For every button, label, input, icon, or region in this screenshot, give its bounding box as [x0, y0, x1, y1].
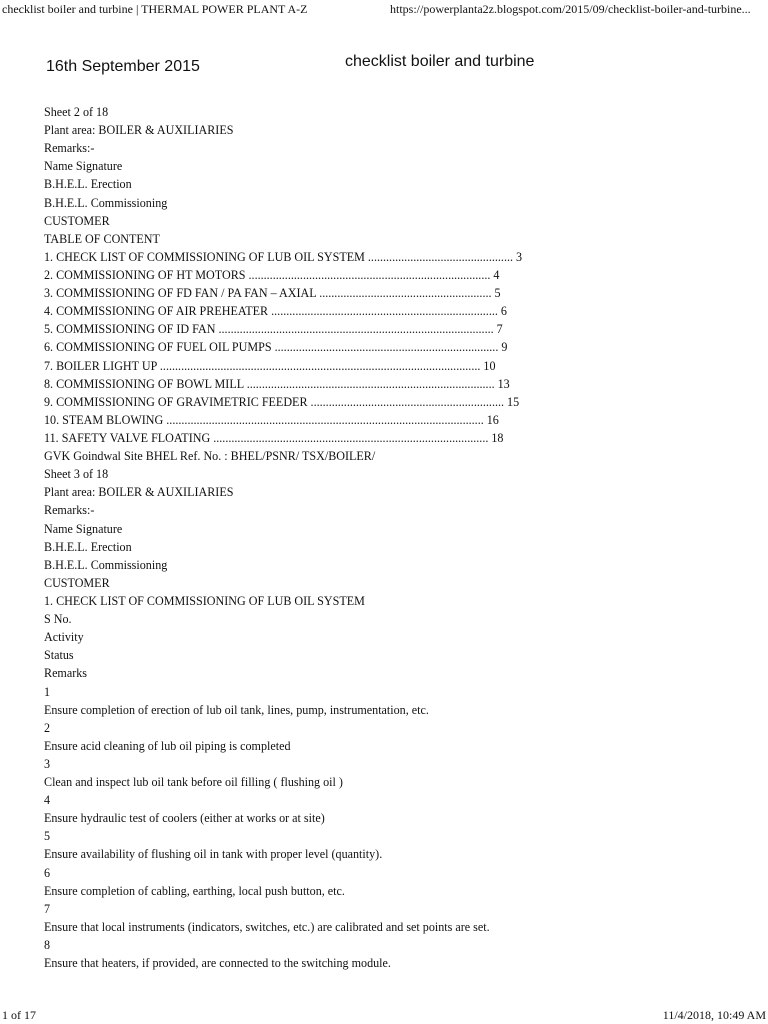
activity-number: 4 — [44, 793, 51, 808]
print-page-title: checklist boiler and turbine | THERMAL POWER PLANT A-Z — [2, 2, 308, 16]
column-header-activity: Activity — [44, 630, 84, 645]
toc-item-page: 3 — [516, 249, 523, 264]
plant-area: Plant area: BOILER & AUXILIARIES — [44, 123, 234, 138]
toc-item-leader: .......................................................................... — [274, 340, 499, 355]
toc-item-page: 7 — [496, 322, 503, 337]
toc-item-page: 18 — [491, 430, 504, 445]
activity-text: Ensure completion of cabling, earthing, local push button, etc. — [44, 883, 345, 898]
table-of-contents — [44, 248, 754, 447]
toc-item-label: 10. STEAM BLOWING — [44, 412, 164, 427]
activity-text: Clean and inspect lub oil tank before oil filling ( flushing oil ) — [44, 775, 343, 790]
reference-number: GVK Goindwal Site BHEL Ref. No. : BHEL/PSNR/ TSX/BOILER/ — [44, 449, 376, 464]
activity-number: 1 — [44, 684, 51, 699]
toc-item-label: 3. COMMISSIONING OF FD FAN / PA FAN – AXIAL — [44, 286, 317, 301]
bhel-commissioning: B.H.E.L. Commissioning — [44, 557, 168, 572]
toc-item-leader: .................................................................................. — [246, 376, 495, 391]
toc-item-label: 7. BOILER LIGHT UP — [44, 358, 157, 373]
print-header — [0, 1, 768, 17]
toc-item-leader: ................................................................ — [310, 394, 505, 409]
toc-item-label: 5. COMMISSIONING OF ID FAN — [44, 322, 216, 337]
print-datetime: 11/4/2018, 10:49 AM — [662, 1008, 766, 1022]
toc-item[interactable] — [44, 248, 754, 266]
toc-item[interactable] — [44, 411, 754, 429]
toc-item-leader: ........................................................................... — [271, 304, 498, 319]
name-signature-label: Name Signature — [44, 521, 123, 536]
post-date: 16th September 2015 — [46, 58, 200, 75]
activity-text: Ensure acid cleaning of lub oil piping is completed — [44, 738, 291, 753]
plant-area: Plant area: BOILER & AUXILIARIES — [44, 485, 234, 500]
activity-text: Ensure completion of erection of lub oil tank, lines, pump, instrumentation, etc. — [44, 702, 429, 717]
customer-label: CUSTOMER — [44, 213, 110, 228]
activity-number: 5 — [44, 829, 51, 844]
bhel-commissioning: B.H.E.L. Commissioning — [44, 195, 168, 210]
toc-item[interactable] — [44, 357, 754, 375]
toc-item-label: 9. COMMISSIONING OF GRAVIMETRIC FEEDER — [44, 394, 308, 409]
toc-heading: TABLE OF CONTENT — [44, 231, 160, 246]
remarks-label: Remarks:- — [44, 503, 95, 518]
post-body — [44, 103, 754, 972]
toc-item-label: 4. COMMISSIONING OF AIR PREHEATER — [44, 304, 269, 319]
toc-item-page: 9 — [501, 340, 508, 355]
toc-item-page: 6 — [500, 304, 507, 319]
column-header-remarks: Remarks — [44, 666, 87, 681]
toc-item[interactable] — [44, 393, 754, 411]
toc-item[interactable] — [44, 302, 754, 320]
sheet-number: Sheet 3 of 18 — [44, 467, 109, 482]
sheet-number: Sheet 2 of 18 — [44, 105, 109, 119]
activity-number: 3 — [44, 756, 51, 771]
toc-item-label: 1. CHECK LIST OF COMMISSIONING OF LUB OIL SYSTEM — [44, 249, 365, 264]
toc-item-label: 6. COMMISSIONING OF FUEL OIL PUMPS — [44, 340, 272, 355]
toc-item-page: 5 — [494, 286, 501, 301]
bhel-erection: B.H.E.L. Erection — [44, 177, 132, 192]
toc-item-page: 10 — [483, 358, 496, 373]
section-title: 1. CHECK LIST OF COMMISSIONING OF LUB OIL SYSTEM — [44, 593, 365, 608]
bhel-erection: B.H.E.L. Erection — [44, 539, 132, 554]
activity-number: 8 — [44, 938, 51, 953]
toc-item-leader: .......................................................................................................... — [159, 358, 481, 373]
print-page-url[interactable]: https://powerplanta2z.blogspot.com/2015/09/checklist-boiler-and-turbine... — [390, 2, 751, 16]
column-header-sno: S No. — [44, 612, 72, 627]
toc-item[interactable] — [44, 429, 754, 447]
toc-item-leader: ........................................................................................... — [213, 430, 489, 445]
post-title[interactable]: checklist boiler and turbine — [345, 53, 535, 70]
activity-number: 7 — [44, 901, 51, 916]
print-page-number: 1 of 17 — [2, 1008, 36, 1022]
toc-item-leader: ........................................................................................... — [218, 322, 494, 337]
toc-item-leader: ......................................................................................................... — [166, 412, 484, 427]
activity-number: 2 — [44, 720, 51, 735]
print-footer — [0, 1007, 768, 1023]
activity-text: Ensure that local instruments (indicators, switches, etc.) are calibrated and set points are set. — [44, 919, 490, 934]
toc-item-label: 8. COMMISSIONING OF BOWL MILL — [44, 376, 244, 391]
toc-item[interactable] — [44, 266, 754, 284]
activity-text: Ensure that heaters, if provided, are connected to the switching module. — [44, 956, 391, 971]
column-header-status: Status — [44, 648, 74, 663]
activity-text: Ensure availability of flushing oil in tank with proper level (quantity). — [44, 847, 383, 862]
toc-item-leader: ................................................................................ — [248, 267, 491, 282]
toc-item[interactable] — [44, 338, 754, 356]
toc-item[interactable] — [44, 375, 754, 393]
toc-item-page: 15 — [507, 394, 520, 409]
remarks-label: Remarks:- — [44, 141, 95, 156]
toc-item[interactable] — [44, 320, 754, 338]
activity-number: 6 — [44, 865, 51, 880]
toc-item-page: 13 — [497, 376, 510, 391]
name-signature-label: Name Signature — [44, 159, 123, 174]
activity-list — [44, 683, 754, 973]
toc-item-page: 4 — [493, 267, 500, 282]
customer-label: CUSTOMER — [44, 575, 110, 590]
activity-text: Ensure hydraulic test of coolers (either at works or at site) — [44, 811, 325, 826]
toc-item-leader: ......................................................... — [319, 286, 492, 301]
toc-item-leader: ................................................ — [367, 249, 514, 264]
toc-item-label: 11. SAFETY VALVE FLOATING — [44, 430, 211, 445]
toc-item-label: 2. COMMISSIONING OF HT MOTORS — [44, 267, 246, 282]
toc-item-page: 16 — [486, 412, 499, 427]
toc-item[interactable] — [44, 284, 754, 302]
